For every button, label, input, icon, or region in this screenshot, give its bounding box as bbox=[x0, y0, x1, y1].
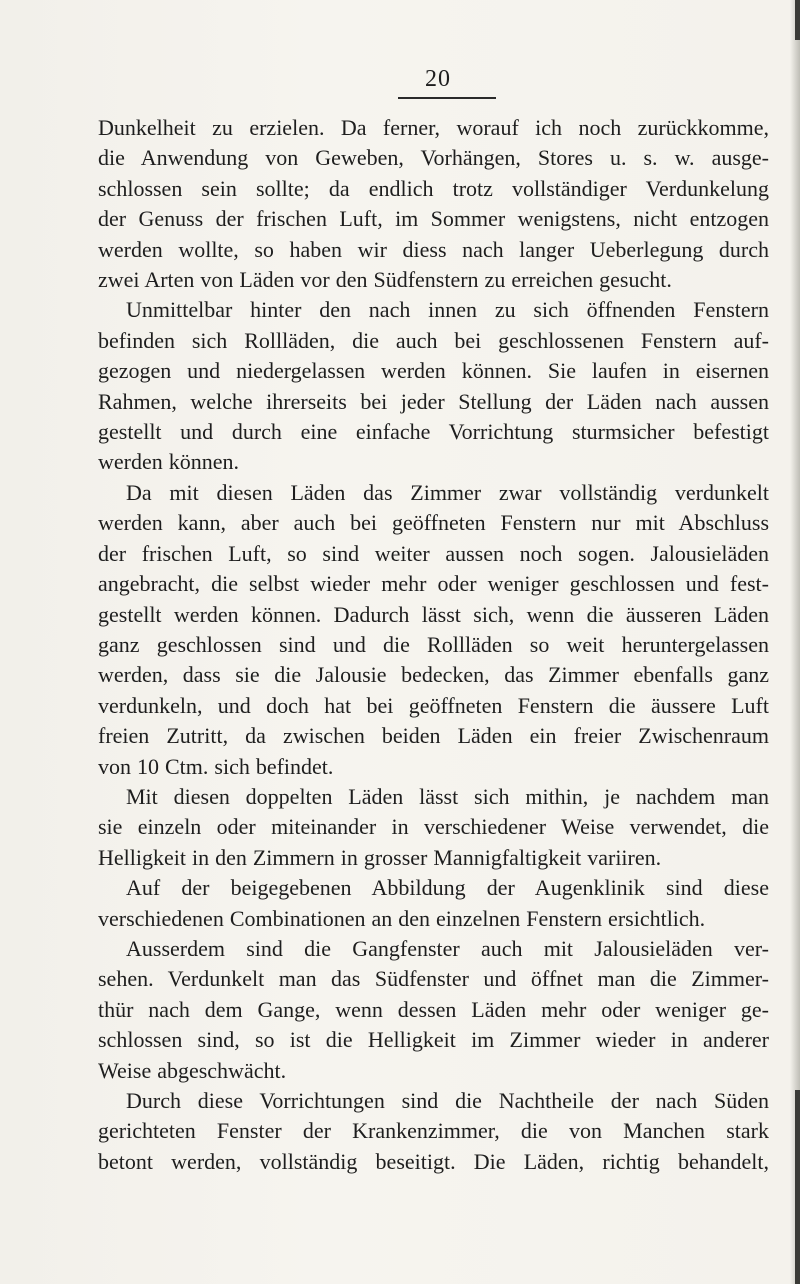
text-line: Auf der beigegebenen Abbildung der Augenklinik sind diese bbox=[126, 875, 769, 901]
text-line: Ausserdem sind die Gangfenster auch mit Jalousieläden ver- bbox=[126, 935, 769, 961]
text-line: verschiedenen Combinationen an den einzelnen Fenstern ersichtlich. bbox=[98, 905, 706, 931]
text-line: gestellt und durch eine einfache Vorrichtung sturmsicher befestigt bbox=[98, 419, 769, 445]
text-line: der Genuss der frischen Luft, im Sommer wenigstens, nicht entzogen bbox=[98, 206, 769, 232]
text-line: Unmittelbar hinter den nach innen zu sich öffnenden Fenstern bbox=[126, 297, 769, 323]
text-line: betont werden, vollständig beseitigt. Die Läden, richtig behandelt, bbox=[98, 1148, 769, 1174]
text-line: Helligkeit in den Zimmern in grosser Mannigfaltigkeit variiren. bbox=[98, 844, 662, 870]
text-line: werden kann, aber auch bei geöffneten Fenstern nur mit Abschluss bbox=[98, 510, 769, 536]
page-number: 20 bbox=[425, 66, 451, 92]
page-number-rule bbox=[398, 97, 496, 99]
text-line: Dunkelheit zu erzielen. Da ferner, worauf ich noch zurückkomme, bbox=[98, 115, 769, 140]
text-line: schlossen sein sollte; da endlich trotz vollständiger Verdunkelung bbox=[98, 175, 769, 201]
text-line: sehen. Verdunkelt man das Südfenster und öffnet man die Zimmer- bbox=[98, 966, 769, 992]
text-line: gestellt werden können. Dadurch lässt sich, wenn die äusseren Läden bbox=[98, 601, 769, 627]
text-line: befinden sich Rollläden, die auch bei geschlossenen Fenstern auf- bbox=[98, 327, 769, 353]
text-line: freien Zutritt, da zwischen beiden Läden ein freier Zwischenraum bbox=[98, 723, 769, 749]
paragraph-4 bbox=[98, 782, 769, 873]
text-line: schlossen sind, so ist die Helligkeit im Zimmer wieder in anderer bbox=[98, 1027, 769, 1053]
text-line: von 10 Ctm. sich befindet. bbox=[98, 753, 334, 779]
paragraph-7 bbox=[98, 1086, 769, 1177]
text-line: Da mit diesen Läden das Zimmer zwar vollständig verdunkelt bbox=[126, 479, 769, 505]
text-line: gezogen und niedergelassen werden können. Sie laufen in eisernen bbox=[98, 358, 769, 384]
paragraph-3 bbox=[98, 478, 769, 782]
paragraph-2 bbox=[98, 295, 769, 477]
text-line: angebracht, die selbst wieder mehr oder weniger geschlossen und fest- bbox=[98, 571, 769, 597]
paragraph-5 bbox=[98, 873, 769, 934]
body-text bbox=[98, 113, 769, 1177]
text-line: werden, dass sie die Jalousie bedecken, das Zimmer ebenfalls ganz bbox=[98, 662, 769, 688]
paragraph-1 bbox=[98, 113, 769, 295]
page-edge-mark bbox=[795, 0, 800, 40]
text-line: werden wollte, so haben wir diess nach langer Ueberlegung durch bbox=[98, 236, 769, 262]
text-line: der frischen Luft, so sind weiter aussen noch sogen. Jalousieläden bbox=[98, 540, 769, 566]
page-edge-mark bbox=[795, 1090, 800, 1284]
text-line: Weise abgeschwächt. bbox=[98, 1057, 287, 1083]
paragraph-6 bbox=[98, 934, 769, 1086]
text-line: verdunkeln, und doch hat bei geöffneten Fenstern die äussere Luft bbox=[98, 692, 769, 718]
text-line: thür nach dem Gange, wenn dessen Läden mehr oder weniger ge- bbox=[98, 996, 769, 1022]
text-line: Durch diese Vorrichtungen sind die Nachtheile der nach Süden bbox=[126, 1088, 769, 1113]
text-line: zwei Arten von Läden vor den Südfenstern zu erreichen gesucht. bbox=[98, 267, 672, 293]
text-line: ganz geschlossen sind und die Rollläden so weit heruntergelassen bbox=[98, 631, 769, 657]
text-line: Mit diesen doppelten Läden lässt sich mithin, je nachdem man bbox=[126, 783, 769, 809]
text-line: werden können. bbox=[98, 449, 240, 475]
text-line: sie einzeln oder miteinander in verschiedener Weise verwendet, die bbox=[98, 814, 769, 840]
text-line: die Anwendung von Geweben, Vorhängen, Stores u. s. w. ausge- bbox=[98, 145, 769, 171]
text-line: Rahmen, welche ihrerseits bei jeder Stellung der Läden nach aussen bbox=[98, 388, 769, 414]
text-line: gerichteten Fenster der Krankenzimmer, die von Manchen stark bbox=[98, 1118, 769, 1144]
